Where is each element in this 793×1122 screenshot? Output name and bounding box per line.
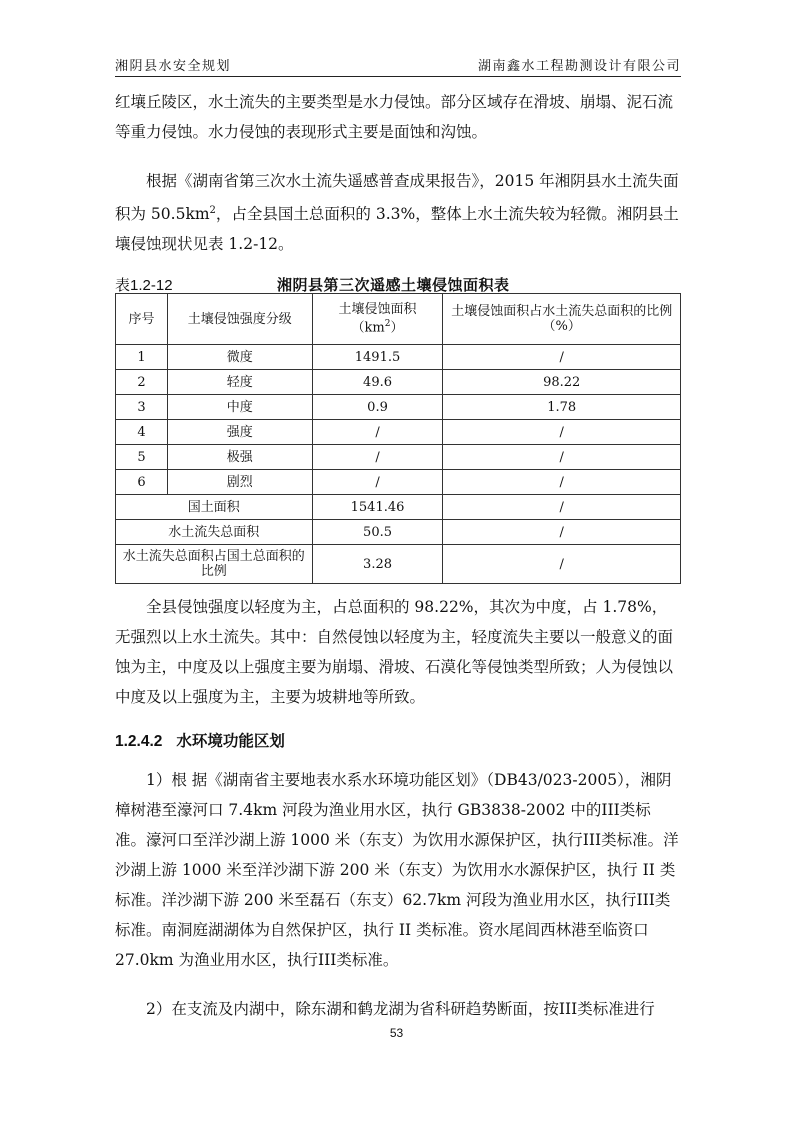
paragraph-water-function-zones: 1）根 据《湖南省主要地表水系水环境功能区划》（DB43/023-2005），湘阴樟树港至濠河口 7.4km 河段为渔业用水区，执行 GB3838-2002 中的III类标准。濠河口至洋沙湖上游 1000 米（东支）为饮用水源保护区，执行III类标准。洋沙湖上游 1000 米至洋沙湖下游 200 米（东支）为饮用水水源保护区，执行 II 类标准。洋沙湖下游 200 米至磊石（东支）62.7km 河段为渔业用水区，执行III类 标准。南洞庭湖湖体为自然保护区，执行 II 类标准。资水尾闾西林港至临资口 27.0km 为渔业用水区，执行III类标准。: [115, 771, 679, 969]
cell-grade: 强度: [167, 420, 312, 445]
cell-area: /: [312, 420, 443, 445]
paragraph-survey-report-part2: ，占全县国土总面积的 3.3%，整体上水土流失较为轻微。湘阴县土壤侵蚀现状见表 1.2-12。: [115, 205, 679, 254]
cell-summary-label: 国土面积: [116, 495, 313, 520]
cell-no: 2: [116, 370, 168, 395]
cell-percent: /: [443, 420, 681, 445]
cell-percent: 1.78: [443, 395, 681, 420]
cell-grade: 轻度: [167, 370, 312, 395]
col-header-area: [312, 294, 443, 345]
cell-area: 1541.46: [312, 495, 443, 520]
paragraph-survey-report-part1: 根据《湖南省第三次水土流失遥感普查成果报告》，2015 年湘阴县水土流失面积为 50.5km: [115, 172, 679, 224]
cell-percent: /: [443, 520, 681, 545]
header-doc-title: 湘阴县水安全规划: [115, 59, 232, 74]
paragraph-survey-report: [115, 166, 681, 259]
cell-no: 6: [116, 470, 168, 495]
table-caption-number: 表1.2-12: [115, 277, 173, 294]
col-header-area-sup: 2: [384, 319, 391, 330]
cell-percent: /: [443, 545, 681, 584]
cell-percent: /: [443, 470, 681, 495]
cell-percent: /: [443, 345, 681, 370]
section-title: 水环境功能区划: [176, 731, 285, 750]
table-summary-row: [116, 520, 681, 545]
cell-percent: /: [443, 445, 681, 470]
cell-area: 49.6: [312, 370, 443, 395]
col-header-area-label: 土壤侵蚀面积: [338, 302, 417, 318]
cell-no: 1: [116, 345, 168, 370]
paragraph-tributaries: 2）在支流及内湖中，除东湖和鹤龙湖为省科研趋势断面，按III类标准进行: [146, 1000, 655, 1018]
cell-summary-label: 水土流失总面积占国土总面积的比例: [116, 545, 313, 584]
table-header-row: [116, 294, 681, 345]
table-row: [116, 395, 681, 420]
cell-no: 3: [116, 395, 168, 420]
header-rule: [115, 76, 681, 77]
col-header-grade: 土壤侵蚀强度分级: [167, 294, 312, 345]
cell-area: 1491.5: [312, 345, 443, 370]
table-row: [116, 445, 681, 470]
table-row: [116, 370, 681, 395]
paragraph-erosion-summary: 全县侵蚀强度以轻度为主，占总面积的 98.22%，其次为中度，占 1.78%，无强烈以上水土流失。其中：自然侵蚀以轻度为主，轻度流失主要以一般意义的面蚀为主，中度及以上强度主要为崩塌、滑坡、石漠化等侵蚀类型所致；人为侵蚀以中度及以上强度为主，主要为坡耕地等所致。: [115, 598, 674, 706]
cell-no: 4: [116, 420, 168, 445]
erosion-area-table: [115, 293, 681, 584]
table-caption-title: 湘阴县第三次遥感土壤侵蚀面积表: [277, 276, 510, 294]
cell-summary-label: 水土流失总面积: [116, 520, 313, 545]
table-caption: [115, 274, 681, 294]
cell-area: /: [312, 470, 443, 495]
section-heading: [115, 729, 285, 751]
cell-area: 0.9: [312, 395, 443, 420]
section-number: 1.2.4.2: [115, 733, 163, 750]
cell-area: 3.28: [312, 545, 443, 584]
cell-area: /: [312, 445, 443, 470]
table-summary-row: [116, 495, 681, 520]
col-header-no: 序号: [116, 294, 168, 345]
cell-grade: 微度: [167, 345, 312, 370]
cell-grade: 中度: [167, 395, 312, 420]
cell-grade: 剧烈: [167, 470, 312, 495]
col-header-area-unit-close: ）: [390, 320, 404, 336]
table-row: [116, 420, 681, 445]
running-header: [115, 55, 681, 73]
table-summary-row: [116, 545, 681, 584]
paragraph-erosion-types: 红壤丘陵区，水土流失的主要类型是水力侵蚀。部分区域存在滑坡、崩塌、泥石流等重力侵蚀。水力侵蚀的表现形式主要是面蚀和沟蚀。: [115, 93, 674, 141]
cell-area: 50.5: [312, 520, 443, 545]
table-row: [116, 470, 681, 495]
cell-percent: /: [443, 495, 681, 520]
km-superscript: 2: [209, 205, 216, 216]
cell-no: 5: [116, 445, 168, 470]
page-number: 53: [389, 1026, 404, 1040]
table-row: [116, 345, 681, 370]
header-company: 湖南鑫水工程勘测设计有限公司: [477, 59, 681, 74]
col-header-area-unit-open: （km: [351, 320, 385, 336]
col-header-percent: 土壤侵蚀面积占水土流失总面积的比例（%）: [443, 294, 681, 345]
cell-percent: 98.22: [443, 370, 681, 395]
cell-grade: 极强: [167, 445, 312, 470]
